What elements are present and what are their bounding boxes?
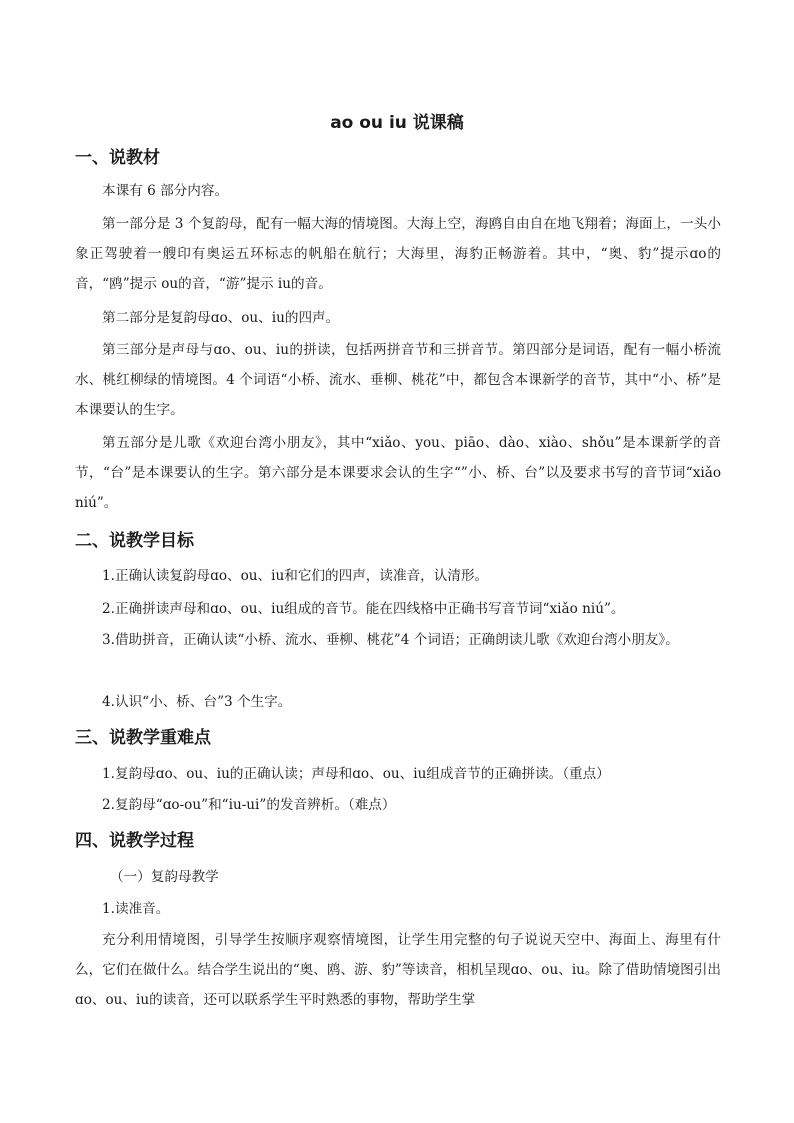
list-item: 1.正确认读复韵母ɑo、ou、iu和它们的四声，读准音，认清形。 bbox=[102, 568, 489, 584]
section-heading-2: 二、说教学目标 bbox=[75, 531, 194, 551]
paragraph: 第二部分是复韵母ɑo、ou、iu的四声。 bbox=[102, 310, 340, 326]
list-item: 4.认识“小、桥、台”3 个生字。 bbox=[102, 694, 292, 710]
paragraph: 第五部分是儿歌《欢迎台湾小朋友》，其中“xiǎo、you、piāo、dào、xiào、shǒu”是本课新学的音节，“台”是本课要认的生字。第六部分是本课要求会认的生字“”小、桥、台”以及要求书写的音节词“xiǎo niú”。 bbox=[75, 435, 721, 511]
list-item: 1.读准音。 bbox=[102, 901, 170, 917]
section-heading-3: 三、说教学重难点 bbox=[75, 728, 211, 748]
paragraph: 第三部分是声母与ɑo、ou、iu的拼读，包括两拼音节和三拼音节。第四部分是词语，配有一幅小桥流水、桃红柳绿的情境图。4 个词语“小桥、流水、垂柳、桃花”中，都包含本课新学的音节，其中“小、桥”是本课要认的生字。 bbox=[75, 342, 721, 418]
paragraph: 本课有 6 部分内容。 bbox=[102, 183, 229, 199]
list-item: 2.正确拼读声母和ɑo、ou、iu组成的音节。能在四线格中正确书写音节词“xiǎo niú”。 bbox=[102, 601, 625, 617]
section-heading-4: 四、说教学过程 bbox=[75, 831, 194, 851]
section-heading-1: 一、说教材 bbox=[75, 148, 160, 168]
list-item: 1.复韵母ɑo、ou、iu的正确认读；声母和ɑo、ou、iu组成音节的正确拼读。（重点） bbox=[102, 766, 610, 782]
subheading: （一）复韵母教学 bbox=[110, 869, 219, 885]
list-item: 3.借助拼音，正确认读“小桥、流水、垂柳、桃花”4 个词语；正确朗读儿歌《欢迎台湾小朋友》。 bbox=[102, 632, 679, 648]
document-title: ao ou iu 说课稿 bbox=[330, 113, 464, 133]
list-item: 2.复韵母“ɑo-ou”和“iu-ui”的发音辨析。（难点） bbox=[102, 797, 396, 813]
paragraph: 充分利用情境图，引导学生按顺序观察情境图，让学生用完整的句子说说天空中、海面上、海里有什么，它们在做什么。结合学生说出的“奥、鸥、游、豹”等读音，相机呈现ɑo、ou、iu。除了借助情境图引出ɑo、ou、iu的读音，还可以联系学生平时熟悉的事物，帮助学生掌 bbox=[75, 932, 721, 1008]
paragraph: 第一部分是 3 个复韵母，配有一幅大海的情境图。大海上空，海鸥自由自在地飞翔着；海面上，一头小象正驾驶着一艘印有奥运五环标志的帆船在航行；大海里，海豹正畅游着。其中，“奥、豹”提示ɑo的音，“鸥”提示 ou的音，“游”提示 iu的音。 bbox=[75, 216, 721, 292]
